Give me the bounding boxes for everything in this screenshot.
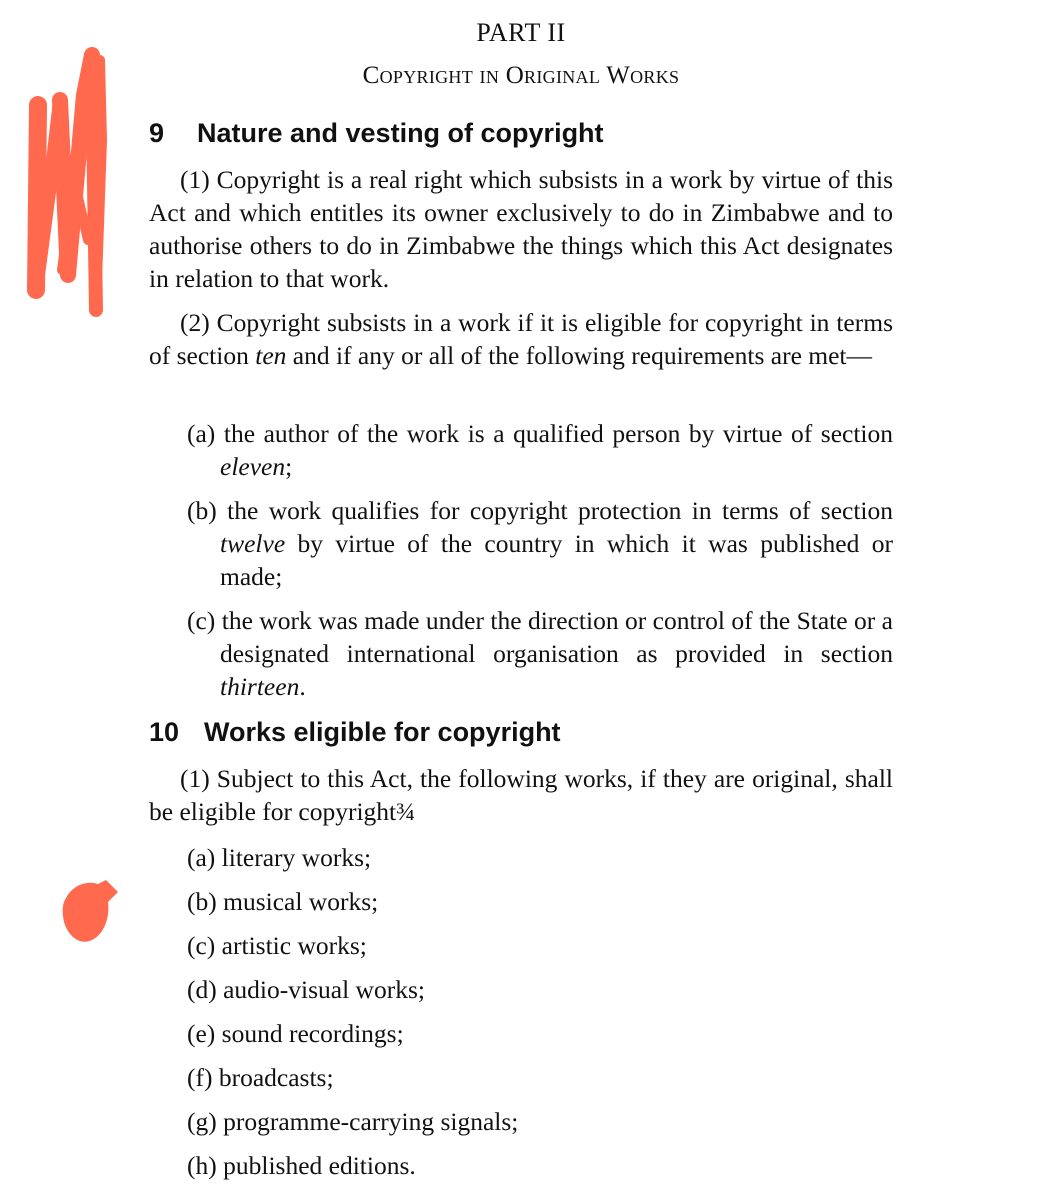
part-title: PART II: [476, 18, 566, 47]
list-item: (b) the work qualifies for copyright protection in terms of section twelve by virtue of the country in which it was published or made;: [187, 496, 893, 591]
list-item: (g) programme-carrying signals;: [187, 1107, 519, 1136]
section-10-heading: [149, 717, 561, 748]
section-number: 10: [149, 717, 180, 747]
list-item: (f) broadcasts;: [187, 1063, 334, 1092]
highlighter-scribble-icon: [36, 55, 102, 310]
list-item: (h) published editions.: [187, 1151, 416, 1180]
list-item: (b) musical works;: [187, 887, 379, 916]
list-item: (e) sound recordings;: [187, 1019, 404, 1048]
list-item: (d) audio-visual works;: [187, 975, 425, 1004]
part-subtitle: Copyright in Original Works: [362, 62, 680, 89]
list-item: (c) artistic works;: [187, 931, 367, 960]
section-9-paragraph-1: (1) Copyright is a real right which subsists in a work by virtue of this Act and which entitles its owner exclusively to do in Zimbabwe and to authorise others to do in Zimbabwe the things which this Act designates in relation to that work.: [149, 165, 893, 293]
list-item: (a) the author of the work is a qualified person by virtue of section eleven;: [187, 419, 893, 481]
section-10-paragraph-1: (1) Subject to this Act, the following works, if they are original, shall be eligible for copyright¾: [149, 764, 893, 826]
list-item: (a) literary works;: [187, 843, 372, 872]
section-9-paragraph-2: (2) Copyright subsists in a work if it is eligible for copyright in terms of section ten and if any or all of the following requirements are met—: [149, 308, 893, 370]
section-number: 9: [149, 118, 165, 148]
list-item: (c) the work was made under the direction or control of the State or a designated international organisation as provided in section thirteen.: [187, 606, 893, 701]
section-9-heading: [149, 118, 604, 149]
section-title: Works eligible for copyright: [204, 717, 561, 747]
highlighter-dot-icon: [63, 880, 118, 942]
section-title: Nature and vesting of copyright: [197, 118, 604, 148]
